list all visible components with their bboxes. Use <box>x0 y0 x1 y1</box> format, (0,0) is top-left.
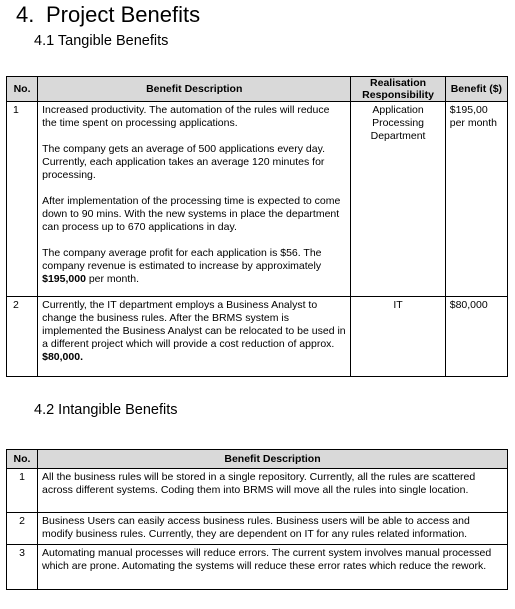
highlight-amount: $195,000 <box>42 273 86 285</box>
table-row <box>7 469 508 513</box>
row-number: 2 <box>7 297 38 377</box>
description-paragraph: Increased productivity. The automation of the rules will reduce the time spent on processing applications. <box>42 104 330 129</box>
column-header-no: No. <box>7 77 38 102</box>
description-paragraph: The company gets an average of 500 applications every day. Currently, each application takes an average 120 minutes for processing. <box>42 143 326 181</box>
benefit-description: All the business rules will be stored in a single repository. Currently, all the rules are scattered across different systems. Coding them into BRMS will move all the rules into single location. <box>38 469 508 513</box>
description-paragraph: Currently, the IT department employs a Business Analyst to change the business rules. After the BRMS system is implemented the Business Analyst can be relocated to be used in a different project which will provide a cost reduction of approx. $80,000. <box>42 299 346 363</box>
row-number: 1 <box>7 469 38 513</box>
benefit-description: Business Users can easily access business rules. Business users will be able to access and modify business rules. Currently, they are dependent on IT for any rules related information. <box>38 513 508 545</box>
column-header-responsibility: Realisation Responsibility <box>351 77 445 102</box>
highlight-amount: $80,000. <box>42 351 83 363</box>
benefit-amount: $80,000 <box>445 297 507 377</box>
row-number: 1 <box>7 102 38 297</box>
subsection-heading-tangible: 4.1 Tangible Benefits <box>34 33 169 49</box>
section-number: 4. <box>16 2 35 27</box>
tangible-benefits-table <box>6 76 508 377</box>
section-title: Project Benefits <box>46 2 201 27</box>
row-number: 3 <box>7 545 38 590</box>
realisation-responsibility: IT <box>351 297 445 377</box>
benefit-amount: $195,00 per month <box>445 102 507 297</box>
subsection-heading-intangible: 4.2 Intangible Benefits <box>34 402 178 418</box>
row-number: 2 <box>7 513 38 545</box>
realisation-responsibility: Application Processing Department <box>351 102 445 297</box>
column-header-description: Benefit Description <box>38 450 508 469</box>
benefit-description: Automating manual processes will reduce errors. The current system involves manual processed which are prone. Automating the systems will reduce these error rates which reduce the rework. <box>38 545 508 590</box>
section-heading <box>16 2 200 28</box>
table-row <box>7 297 508 377</box>
table-row <box>7 102 508 297</box>
table-row <box>7 513 508 545</box>
benefit-description <box>38 102 351 297</box>
column-header-description: Benefit Description <box>38 77 351 102</box>
description-paragraph: After implementation of the processing time is expected to come down to 90 mins. With the new systems in place the department can process up to 670 applications in day. <box>42 195 341 233</box>
table-header-row <box>7 77 508 102</box>
column-header-benefit: Benefit ($) <box>445 77 507 102</box>
description-paragraph: The company average profit for each application is $56. The company revenue is estimated to increase by approximately $195,000 per month. <box>42 247 322 285</box>
table-row <box>7 545 508 590</box>
column-header-no: No. <box>7 450 38 469</box>
intangible-benefits-table <box>6 449 508 590</box>
benefit-description <box>38 297 351 377</box>
table-header-row <box>7 450 508 469</box>
